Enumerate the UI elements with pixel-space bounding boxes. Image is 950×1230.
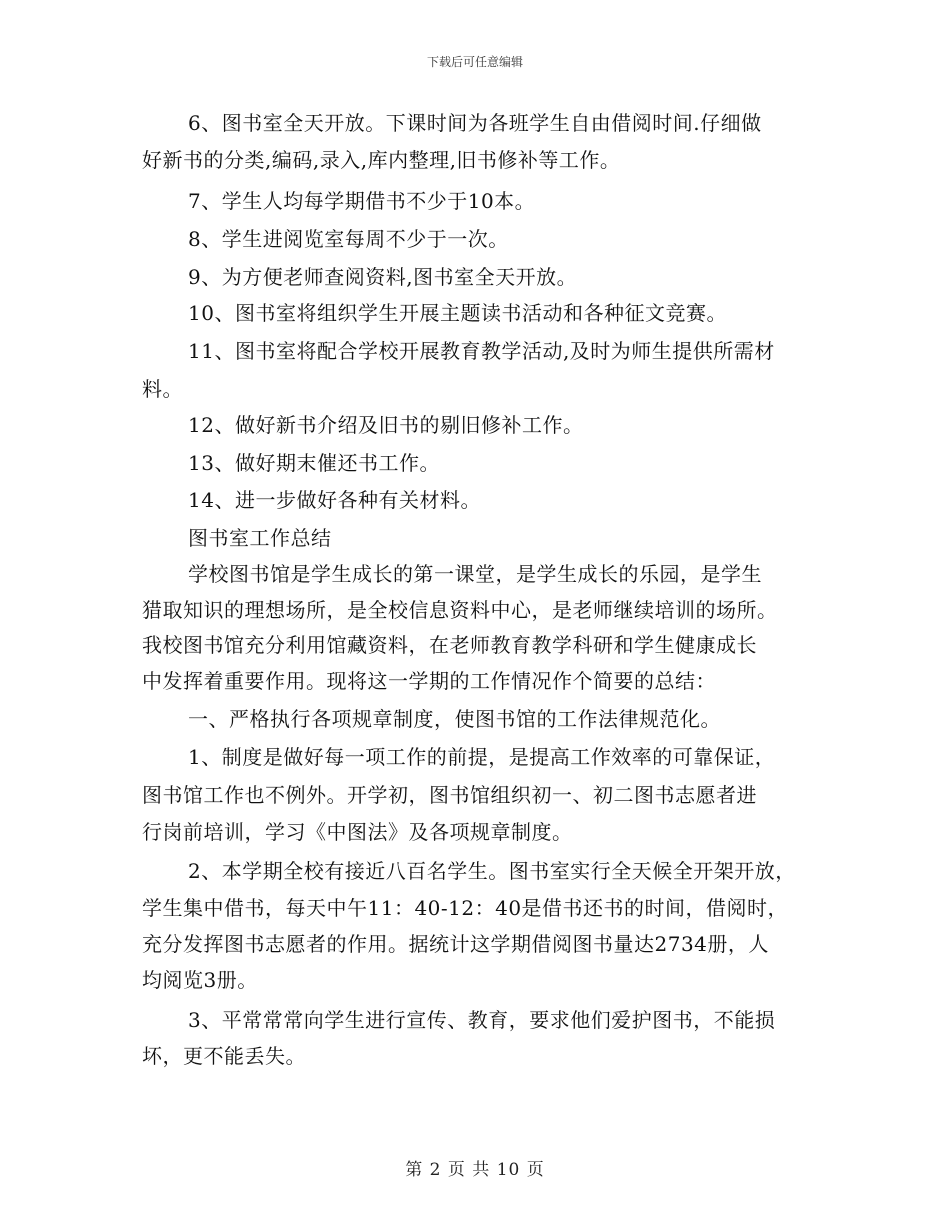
paragraph-line: 13、做好期末催还书工作。 <box>188 451 440 475</box>
paragraph-line: 1、制度是做好每一项工作的前提，是提高工作效率的可靠保证， <box>188 745 776 769</box>
paragraph-line: 2、本学期全校有接近八百名学生。图书室实行全天候全开架开放， <box>188 859 796 883</box>
paragraph-line: 猎取知识的理想场所，是全校信息资料中心，是老师继续培训的场所。 <box>142 598 778 622</box>
paragraph-line: 7、学生人均每学期借书不少于10本。 <box>188 189 536 213</box>
paragraph-line: 8、学生进阅览室每周不少于一次。 <box>188 227 509 251</box>
paragraph-line: 充分发挥图书志愿者的作用。据统计这学期借阅图书量达2734册，人 <box>142 932 769 956</box>
page-footer: 第 2 页 共 10 页 <box>405 1160 545 1180</box>
paragraph-line: 行岗前培训，学习《中图法》及各项规章制度。 <box>142 820 573 844</box>
paragraph-line: 坏，更不能丢失。 <box>142 1044 306 1068</box>
paragraph-line: 我校图书馆充分利用馆藏资料，在老师教育教学科研和学生健康成长 <box>142 633 757 657</box>
paragraph-line: 中发挥着重要作用。现将这一学期的工作情况作个简要的总结： <box>142 669 716 693</box>
page-header: 下载后可任意编辑 <box>426 55 523 69</box>
paragraph-line: 料。 <box>142 377 183 401</box>
paragraph-line: 均阅览3册。 <box>142 968 258 992</box>
paragraph-line: 3、平常常常向学生进行宣传、教育，要求他们爱护图书，不能损 <box>188 1008 776 1032</box>
paragraph-line: 10、图书室将组织学生开展主题读书活动和各种征文竞赛。 <box>188 301 727 325</box>
paragraph-line: 6、图书室全天开放。下课时间为各班学生自由借阅时间.仔细做 <box>188 111 762 135</box>
paragraph-line: 学校图书馆是学生成长的第一课堂，是学生成长的乐园，是学生 <box>188 562 762 586</box>
section-title: 图书室工作总结 <box>188 526 332 550</box>
paragraph-line: 图书馆工作也不例外。开学初，图书馆组织初一、初二图书志愿者进 <box>142 783 757 807</box>
paragraph-line: 12、做好新书介绍及旧书的剔旧修补工作。 <box>188 413 584 437</box>
paragraph-line: 学生集中借书，每天中午11：40-12：40是借书还书的时间，借阅时， <box>142 896 789 920</box>
paragraph-line: 9、为方便老师查阅资料,图书室全天开放。 <box>188 265 578 289</box>
paragraph-line: 一、严格执行各项规章制度，使图书馆的工作法律规范化。 <box>188 707 721 731</box>
paragraph-line: 11、图书室将配合学校开展教育教学活动,及时为师生提供所需材 <box>188 339 775 363</box>
paragraph-line: 14、进一步做好各种有关材料。 <box>188 488 481 512</box>
paragraph-line: 好新书的分类,编码,录入,库内整理,旧书修补等工作。 <box>142 148 621 172</box>
